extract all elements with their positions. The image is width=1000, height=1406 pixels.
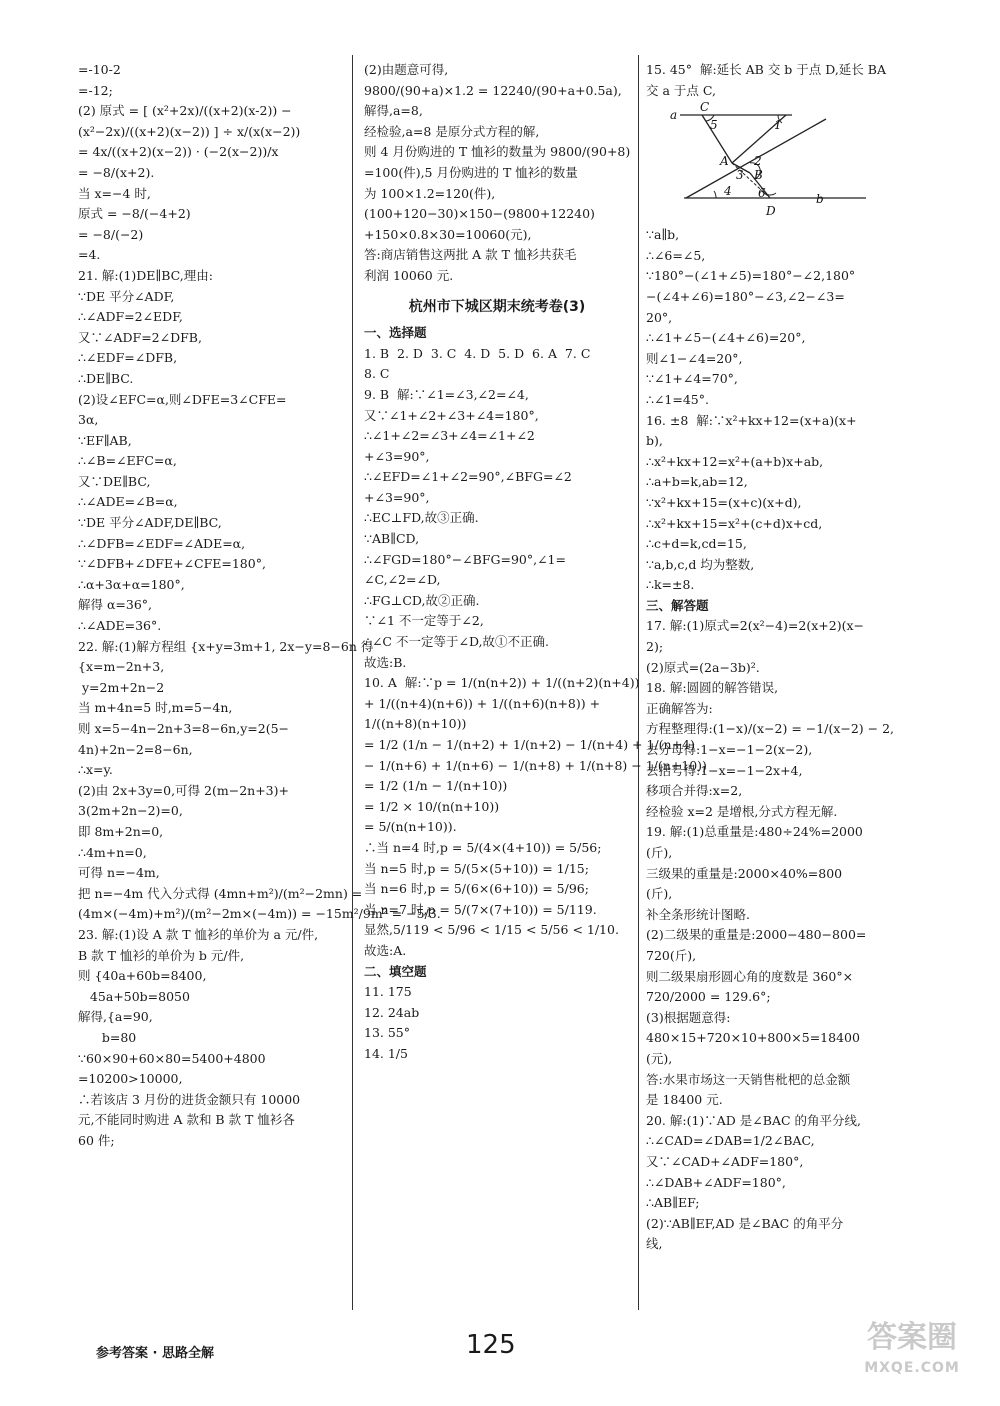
col3_b-line: 正确解答为: xyxy=(646,700,713,716)
col2_a-line: =100(件),5 月份购进的 T 恤衫的数量 xyxy=(364,164,578,180)
col2_a-line: 为 100×1.2=120(件), xyxy=(364,185,496,201)
col1-line: =-10-2 xyxy=(78,62,121,77)
col3_b-line: 则二级果扇形圆心角的度数是 360°× xyxy=(646,968,854,984)
col1-line: (x²−2x)/((x+2)(x−2)) ] ÷ x/(x(x−2)) xyxy=(78,123,301,139)
col2_b-line: ∵∠1 不一定等于∠2, xyxy=(364,613,484,629)
col1-line: ∴∠DFB=∠EDF=∠ADE=α, xyxy=(78,535,246,551)
col2_b-line: 9. B 解:∵∠1=∠3,∠2=∠4, xyxy=(364,386,529,402)
col3_b-line: 20. 解:(1)∵AD 是∠BAC 的角平分线, xyxy=(646,1112,861,1128)
diagram-label: b xyxy=(816,192,824,207)
col2_a-line: 9800/(90+a)×1.2 = 12240/(90+a+0.5a), xyxy=(364,82,622,98)
col2_b-line: +∠3=90°, xyxy=(364,448,430,464)
col2_b-line: − 1/(n+6) + 1/(n+6) − 1/(n+8) + 1/(n+8) − 1/(n+10)) xyxy=(364,757,707,773)
col1-line: 又∵∠ADF=2∠DFB, xyxy=(78,329,202,345)
col3_b-line: 是 18400 元. xyxy=(646,1092,723,1108)
col1-line: 又∵DE∥BC, xyxy=(78,473,151,489)
col2_b-line: 1. B 2. D 3. C 4. D 5. D 6. A 7. C xyxy=(364,345,591,361)
col2_b-line: ∴∠C 不一定等于∠D,故①不正确. xyxy=(364,634,549,650)
diagram-label: A xyxy=(720,154,729,169)
col2_a-line: 利润 10060 元. xyxy=(364,267,454,283)
col2_b-line: ∴FG⊥CD,故②正确. xyxy=(364,592,480,608)
col3_b-line: (3)根据题意得: xyxy=(646,1009,731,1025)
diagram-label: B xyxy=(754,168,763,183)
col1-line: 23. 解:(1)设 A 款 T 恤衫的单价为 a 元/件, xyxy=(78,926,319,942)
col3_b-line: 三、解答题 xyxy=(646,597,709,613)
col1-line: b=80 xyxy=(78,1029,137,1045)
col3_b-line: 则∠1−∠4=20°, xyxy=(646,350,743,366)
col2_b-line: 一、选择题 xyxy=(364,325,427,341)
col1-line: ∴∠B=∠EFC=α, xyxy=(78,453,177,469)
col3_b-line: 去分母得:1−x=−1−2(x−2), xyxy=(646,742,813,758)
col2_b-line: 又∵∠1+∠2+∠3+∠4=180°, xyxy=(364,407,539,423)
col3_b-line: 20°, xyxy=(646,309,673,325)
col3_b-line: 经检验 x=2 是增根,分式方程无解. xyxy=(646,803,838,819)
col3_b-line: 16. ±8 解:∵x²+kx+12=(x+a)(x+ xyxy=(646,412,857,428)
col1-line: 元,不能同时购进 A 款和 B 款 T 恤衫各 xyxy=(78,1112,295,1128)
col2_b-line: 10. A 解:∵p = 1/(n(n+2)) + 1/((n+2)(n+4)) xyxy=(364,675,640,691)
diagram-label: C xyxy=(700,100,710,115)
exam-title: 杭州市下城区期末统考卷(3) xyxy=(408,298,586,315)
column-3-part-b xyxy=(646,225,926,1255)
col1-line: 3(2m+2n−2)=0, xyxy=(78,803,183,819)
col3_b-line: ∵180°−(∠1+∠5)=180°−∠2,180° xyxy=(646,268,856,284)
diagram-label: 3 xyxy=(736,168,744,183)
col3_b-line: ∴∠1+∠5−(∠4+∠6)=20°, xyxy=(646,330,806,346)
col2_b-line: ∴EC⊥FD,故③正确. xyxy=(364,510,479,526)
col1-line: 当 m+4n=5 时,m=5−4n, xyxy=(78,700,233,716)
col3_a-line: 交 a 于点 C, xyxy=(646,82,716,98)
col3_b-line: (斤), xyxy=(646,886,673,902)
col3_b-line: ∵∠1+∠4=70°, xyxy=(646,371,738,387)
col1-line: ∴∠ADE=36°. xyxy=(78,618,162,634)
col2_b-line: 8. C xyxy=(364,366,390,382)
col1-line: ∴x=y. xyxy=(78,762,113,778)
col1-line: 原式 = −8/(−4+2) xyxy=(78,206,191,222)
col3_b-line: ∵x²+kx+15=(x+c)(x+d), xyxy=(646,494,802,510)
col3_b-line: 17. 解:(1)原式=2(x²−4)=2(x+2)(x− xyxy=(646,618,864,634)
col3_b-line: ∴∠CAD=∠DAB=1/2∠BAC, xyxy=(646,1133,815,1149)
col1-line: =10200>10000, xyxy=(78,1071,183,1087)
col1-line: ∴DE∥BC. xyxy=(78,370,134,386)
col3_b-line: (2)∵AB∥EF,AD 是∠BAC 的角平分 xyxy=(646,1215,844,1231)
col1-line: =4. xyxy=(78,247,101,263)
col3_b-line: 720(斤), xyxy=(646,947,697,963)
col2_b-line: = 5/(n(n+10)). xyxy=(364,819,457,835)
col3_a-line: 15. 45° 解:延长 AB 交 b 于点 D,延长 BA xyxy=(646,62,886,77)
col1-line: 则 x=5−4n−2n+3=8−6n,y=2(5− xyxy=(78,721,289,736)
col2_b-line: ∴∠EFD=∠1+∠2=90°,∠BFG=∠2 xyxy=(364,469,572,485)
col1-line: = −8/(x+2). xyxy=(78,164,155,180)
diagram-label: 1 xyxy=(774,118,782,133)
col2_a-line: (100+120−30)×150−(9800+12240) xyxy=(364,206,595,222)
col3_b-line: ∴k=±8. xyxy=(646,577,695,593)
col1-line: 60 件; xyxy=(78,1132,115,1148)
col3_b-line: ∵a∥b, xyxy=(646,227,680,243)
col1-line: 解得 α=36°, xyxy=(78,597,153,613)
col3_b-line: 480×15+720×10+800×5=18400 xyxy=(646,1030,860,1046)
col1-line: ∵DE 平分∠ADF,DE∥BC, xyxy=(78,515,222,531)
col2_b-line: ∴当 n=4 时,p = 5/(4×(4+10)) = 5/56; xyxy=(364,839,602,855)
col3_b-line: ∴x²+kx+12=x²+(a+b)x+ab, xyxy=(646,453,824,469)
col1-line: 即 8m+2n=0, xyxy=(78,823,164,839)
col1-line: ∵EF∥AB, xyxy=(78,432,132,448)
column-divider-left xyxy=(352,55,353,1310)
diagram-label: 4 xyxy=(724,184,732,199)
col3_b-line: 补全条形统计图略. xyxy=(646,906,750,922)
column-3-part-a xyxy=(646,60,926,101)
col1-line: 解得,{a=90, xyxy=(78,1009,153,1025)
diagram-label: 6 xyxy=(758,186,766,201)
col2_b-line: = 1/2 (1/n − 1/(n+2) + 1/(n+2) − 1/(n+4) + 1/(n+4) xyxy=(364,737,695,752)
col2_b-line: = 1/2 (1/n − 1/(n+10)) xyxy=(364,778,508,794)
diagram-label: D xyxy=(766,204,776,219)
col1-line: (2)由 2x+3y=0,可得 2(m−2n+3)+ xyxy=(78,782,289,798)
col3_b-line: ∴c+d=k,cd=15, xyxy=(646,536,747,552)
col2_b-line: 14. 1/5 xyxy=(364,1045,408,1061)
col3_b-line: ∴x²+kx+15=x²+(c+d)x+cd, xyxy=(646,515,823,531)
col3_b-line: (元), xyxy=(646,1050,673,1066)
col3_b-line: 19. 解:(1)总重量是:480÷24%=2000 xyxy=(646,824,863,840)
col2_a-line: 答:商店销售这两批 A 款 T 恤衫共获毛 xyxy=(364,247,577,263)
col2_b-line: 12. 24ab xyxy=(364,1004,420,1020)
col3_b-line: 方程整理得:(1−x)/(x−2) = −1/(x−2) − 2, xyxy=(646,721,895,737)
page-number: 125 xyxy=(466,1330,516,1360)
col3_b-line: ∴∠DAB+∠ADF=180°, xyxy=(646,1174,786,1190)
col3_b-line: ∴AB∥EF; xyxy=(646,1195,700,1211)
col3_b-line: 去括号得:1−x=−1−2x+4, xyxy=(646,762,803,778)
col1-line: y=2m+2n−2 xyxy=(78,679,165,695)
col2_b-line: +∠3=90°, xyxy=(364,489,430,505)
col1-line: =-12; xyxy=(78,82,113,98)
col2_a-line: (2)由题意可得, xyxy=(364,62,449,77)
column-2-part-a xyxy=(364,60,630,287)
col3_b-line: (斤), xyxy=(646,845,673,860)
col2_b-line: 二、填空题 xyxy=(364,963,427,979)
col1-line: ∴∠EDF=∠DFB, xyxy=(78,350,178,366)
col2_b-line: 当 n=5 时,p = 5/(5×(5+10)) = 1/15; xyxy=(364,860,589,876)
col1-line: 21. 解:(1)DE∥BC,理由: xyxy=(78,267,213,283)
col2_b-line: 故选:B. xyxy=(364,654,407,670)
col1-line: 可得 n=−4m, xyxy=(78,865,160,881)
col3_b-line: b), xyxy=(646,433,663,449)
col2_a-line: +150×0.8×30=10060(元), xyxy=(364,226,532,242)
col1-line: ∴∠ADF=2∠EDF, xyxy=(78,309,183,325)
diagram-label: 2 xyxy=(754,154,762,169)
col2_b-line: 当 n=6 时,p = 5/(6×(6+10)) = 5/96; xyxy=(364,881,589,897)
col2_b-line: 1/((n+8)(n+10)) xyxy=(364,716,467,732)
col3_b-line: 三级果的重量是:2000×40%=800 xyxy=(646,865,843,881)
col2_b-line: ∴∠1+∠2=∠3+∠4=∠1+∠2 xyxy=(364,428,535,444)
col2_a-line: 则 4 月份购进的 T 恤衫的数量为 9800/(90+8) xyxy=(364,144,631,160)
col1-line: 45a+50b=8050 xyxy=(78,988,190,1004)
col1-line: ∴α+3α+α=180°, xyxy=(78,576,185,592)
col1-line: = 4x/((x+2)(x−2)) · (−2(x−2))/x xyxy=(78,144,279,160)
col1-line: (2) 原式 = [ (x²+2x)/((x+2)(x-2)) − xyxy=(78,103,292,119)
col2_b-line: 当 n=7 时,p = 5/(7×(7+10)) = 5/119. xyxy=(364,901,597,917)
col3_b-line: −(∠4+∠6)=180°−∠3,∠2−∠3= xyxy=(646,288,845,304)
col2_b-line: ∵AB∥CD, xyxy=(364,531,420,547)
angle-arc-4 xyxy=(714,191,716,198)
col3_b-line: ∴a+b=k,ab=12, xyxy=(646,474,748,490)
col1-line: (4m×(−4m)+m²)/(m²−2m×(−4m)) = −15m²/9m² = −5/3. xyxy=(78,906,441,922)
col1-line: ∵∠DFB+∠DFE+∠CFE=180°, xyxy=(78,556,266,572)
geometry-diagram xyxy=(666,100,836,221)
col1-line: ∴∠ADE=∠B=α, xyxy=(78,494,178,510)
watermark-sub-text: MXQE.COM xyxy=(864,1360,960,1376)
col3_b-line: ∴∠6=∠5, xyxy=(646,247,706,263)
col2_b-line: 11. 175 xyxy=(364,984,412,1000)
diagram-label: 5 xyxy=(710,118,718,133)
column-3 xyxy=(646,60,926,1255)
col3_b-line: ∵a,b,c,d 均为整数, xyxy=(646,556,755,572)
col2_b-line: 显然,5/119 < 5/96 < 1/15 < 5/56 < 1/10. xyxy=(364,922,619,938)
col1-line: (2)设∠EFC=α,则∠DFE=3∠CFE= xyxy=(78,391,287,407)
col2_b-line: ∠C,∠2=∠D, xyxy=(364,572,441,588)
watermark-logo xyxy=(842,1318,982,1388)
col3_b-line: 2); xyxy=(646,639,664,655)
col1-line: ∵DE 平分∠ADF, xyxy=(78,288,175,304)
col1-line: 则 {40a+60b=8400, xyxy=(78,968,207,984)
watermark-main-text: 答案圈 xyxy=(867,1320,957,1355)
col3_b-line: (2)原式=(2a−3b)². xyxy=(646,659,760,675)
col1-line: 4n)+2n−2=8−6n, xyxy=(78,741,193,757)
col3_b-line: 移项合并得:x=2, xyxy=(646,783,743,799)
col2_b-line: = 1/2 × 10/(n(n+10)) xyxy=(364,798,500,814)
col1-line: ∴若该店 3 月份的进货金额只有 10000 xyxy=(78,1091,301,1107)
col1-line: ∵60×90+60×80=5400+4800 xyxy=(78,1050,266,1066)
col1-line: 把 n=−4m 代入分式得 (4mn+m²)/(m²−2mn) = xyxy=(78,885,363,901)
col3_b-line: (2)二级果的重量是:2000−480−800= xyxy=(646,927,867,943)
col3_b-line: 720/2000 = 129.6°; xyxy=(646,989,771,1005)
col1-line: 3α, xyxy=(78,412,99,428)
col3_b-line: ∴∠1=45°. xyxy=(646,391,709,407)
col3_b-line: 18. 解:圆圆的解答错误, xyxy=(646,680,779,696)
col1-line: {x=m−2n+3, xyxy=(78,659,165,675)
col2_a-line: 解得,a=8, xyxy=(364,103,423,119)
col3_b-line: 答:水果市场这一天销售枇杷的总金额 xyxy=(646,1071,851,1087)
col1-line: B 款 T 恤衫的单价为 b 元/件, xyxy=(78,947,245,963)
footer-label: 参考答案 · 思路全解 xyxy=(96,1346,214,1361)
col2_b-line: ∴∠FGD=180°−∠BFG=90°,∠1= xyxy=(364,551,566,567)
col2_a-line: 经检验,a=8 是原分式方程的解, xyxy=(364,123,540,139)
col1-line: 22. 解:(1)解方程组 {x+y=3m+1, 2x−y=8−6n 得 xyxy=(78,638,374,654)
col1-line: 当 x=−4 时, xyxy=(78,185,151,201)
col3_b-line: 线, xyxy=(646,1236,663,1252)
diagram-label: a xyxy=(670,108,678,123)
col2_b-line: 故选:A. xyxy=(364,942,407,958)
col3_b-line: 又∵∠CAD+∠ADF=180°, xyxy=(646,1153,804,1169)
col2_b-line: + 1/((n+4)(n+6)) + 1/((n+6)(n+8)) + xyxy=(364,695,601,711)
col2_b-line: 13. 55° xyxy=(364,1025,411,1041)
col1-line: = −8/(−2) xyxy=(78,226,144,242)
col1-line: ∴4m+n=0, xyxy=(78,844,147,860)
